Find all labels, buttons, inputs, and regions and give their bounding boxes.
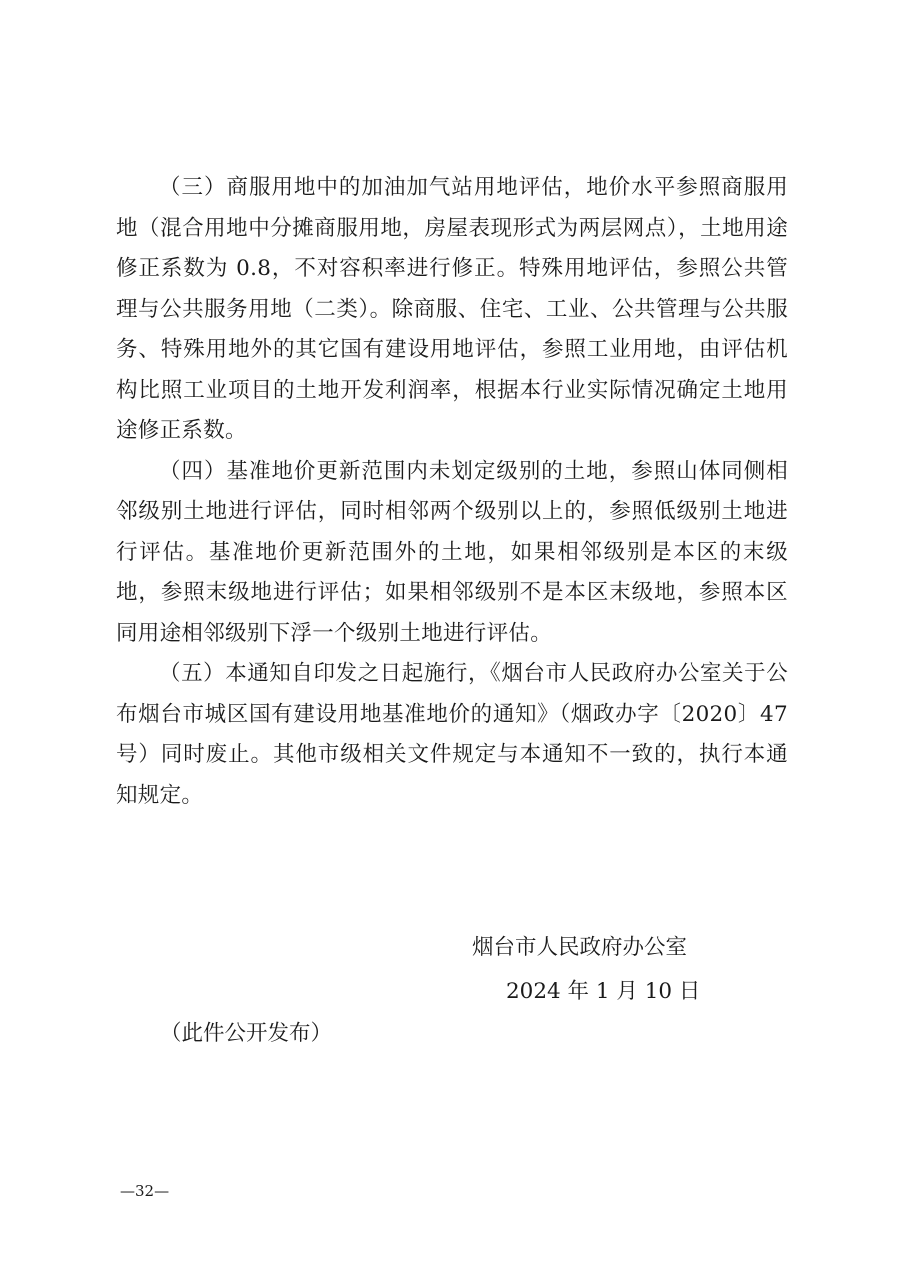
signature-block <box>460 926 740 1014</box>
document-body <box>116 168 788 816</box>
paragraph-three: （三）商服用地中的加油加气站用地评估，地价水平参照商服用地（混合用地中分摊商服用地，房屋表现形式为两层网点），土地用途修正系数为 0.8，不对容积率进行修正。特殊用地评估，参照公共管理与公共服务用地（二类）。除商服、住宅、工业、公共管理与公共服务、特殊用地外的其它国有建设用地评估，参照工业用地，由评估机构比照工业项目的土地开发利润率，根据本行业实际情况确定土地用途修正系数。 <box>116 175 788 443</box>
paragraph-four: （四）基准地价更新范围内未划定级别的土地，参照山体同侧相邻级别土地进行评估，同时相邻两个级别以上的，参照低级别土地进行评估。基准地价更新范围外的土地，如果相邻级别是本区的末级地，参照末级地进行评估；如果相邻级别不是本区末级地，参照本区同用途相邻级别下浮一个级别土地进行评估。 <box>116 458 788 646</box>
public-release-note: （此件公开发布） <box>160 1021 333 1046</box>
issuing-organization: 烟台市人民政府办公室 <box>472 935 688 960</box>
issue-date: 2024 年 1 月 10 日 <box>506 979 701 1004</box>
paragraph-five: （五）本通知自印发之日起施行，《烟台市人民政府办公室关于公布烟台市城区国有建设用地基准地价的通知》（烟政办字〔2020〕47 号）同时废止。其他市级相关文件规定与本通知不一致的，执行本通知规定。 <box>116 661 788 808</box>
page-number: —32— <box>120 1182 170 1200</box>
